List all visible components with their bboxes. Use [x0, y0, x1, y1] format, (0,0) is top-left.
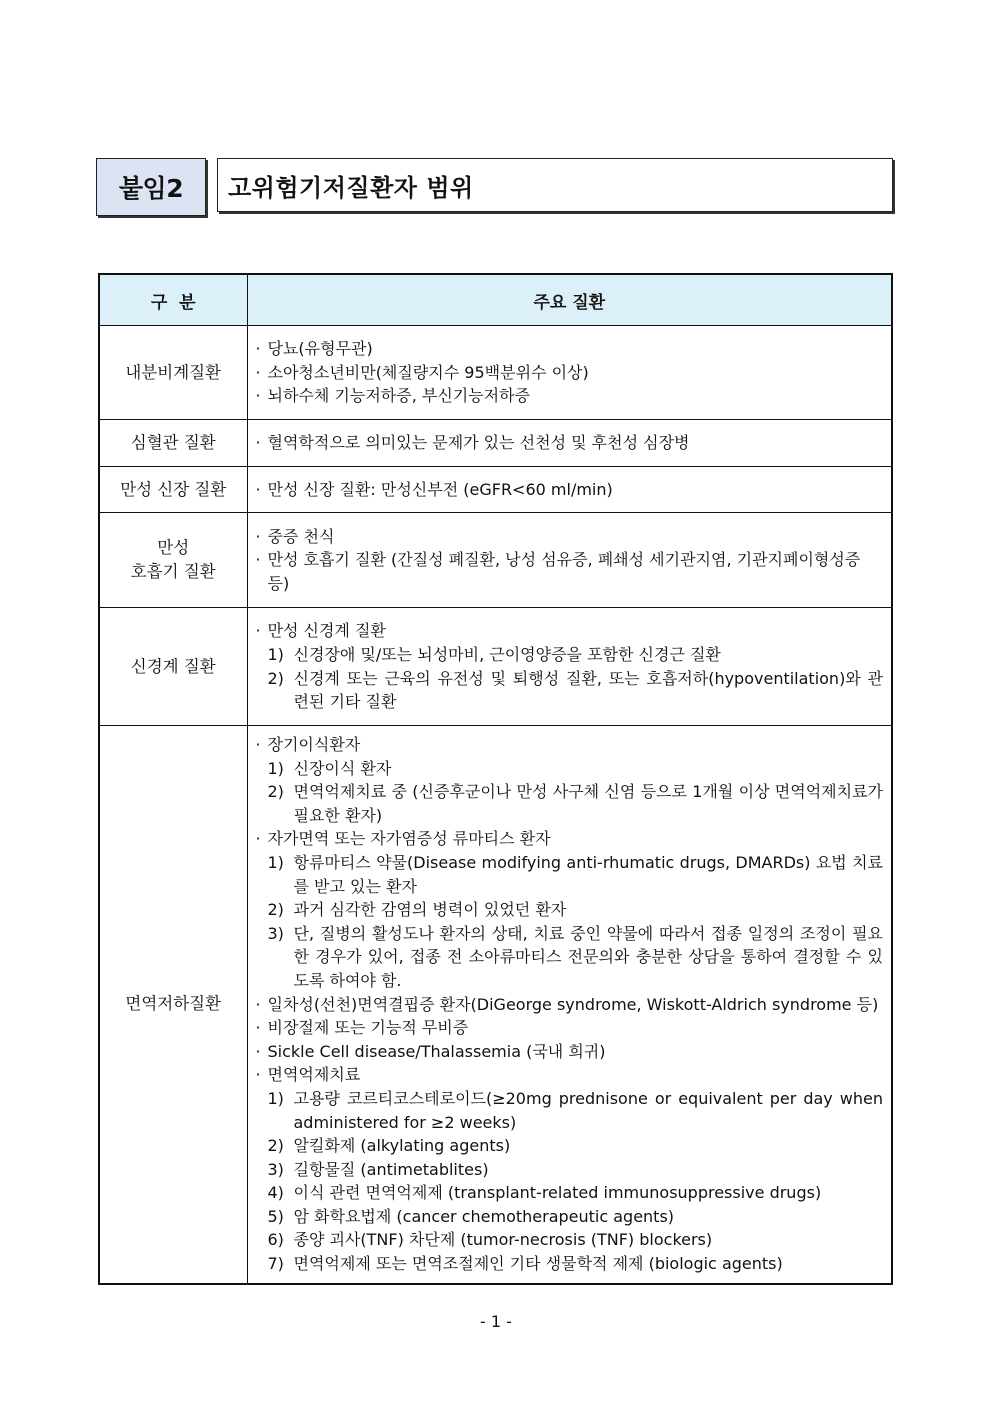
bullet-item	[256, 1040, 884, 1064]
category-cell: 신경계 질환	[99, 608, 247, 726]
disease-list-cell	[247, 608, 892, 726]
bullet-item	[256, 337, 884, 361]
numbered-item	[256, 1252, 884, 1276]
item-text: 면역억제치료 중 (신증후군이나 만성 사구체 신염 등으로 1개월 이상 면역억제치료가 필요한 환자)	[293, 782, 883, 825]
attachment-tag: 붙임2	[96, 158, 206, 216]
table-row	[99, 467, 892, 513]
bullet-item	[256, 1063, 884, 1087]
numbered-item	[256, 1134, 884, 1158]
bullet-item	[256, 478, 884, 502]
numbered-item	[256, 667, 884, 714]
numbered-item	[256, 851, 884, 898]
category-cell: 만성 호흡기 질환	[99, 513, 247, 608]
numbered-item	[256, 780, 884, 827]
item-number: 1)	[267, 1088, 284, 1108]
item-number: 2)	[267, 1136, 284, 1156]
disease-list-cell	[247, 467, 892, 513]
bullet-item	[256, 733, 884, 757]
item-text: 이식 관련 면역억제제 (transplant-related immunosuppressive drugs)	[293, 1183, 822, 1203]
item-text: 뇌하수체 기능저하증, 부신기능저하증	[267, 386, 531, 406]
table-row	[99, 420, 892, 467]
disease-list-cell	[247, 726, 892, 1284]
table-row	[99, 326, 892, 420]
item-number: 6)	[267, 1230, 284, 1250]
table-body	[99, 326, 892, 1284]
bullet-item	[256, 1016, 884, 1040]
disease-list-cell	[247, 326, 892, 420]
disease-list-cell	[247, 420, 892, 467]
item-text: 고용량 코르티코스테로이드(≥20mg prednisone or equivalent per day when administered for ≥2 weeks)	[293, 1088, 883, 1132]
category-cell: 면역저하질환	[99, 726, 247, 1284]
numbered-item	[256, 1087, 884, 1134]
numbered-item	[256, 1181, 884, 1205]
item-text: 만성 신장 질환: 만성신부전 (eGFR<60 ml/min)	[267, 479, 613, 499]
item-number: 4)	[267, 1183, 284, 1203]
item-text: 만성 호흡기 질환 (간질성 폐질환, 낭성 섬유증, 폐쇄성 세기관지염, 기관지폐이형성증 등)	[267, 550, 861, 593]
disease-list-cell	[247, 513, 892, 608]
item-text: 당뇨(유형무관)	[267, 339, 373, 359]
item-text: 자가면역 또는 자가염증성 류마티스 환자	[267, 829, 551, 849]
table-row	[99, 513, 892, 608]
item-number: 3)	[267, 1159, 284, 1179]
item-text: 항류마티스 약물(Disease modifying anti-rhumatic drugs, DMARDs) 요법 치료를 받고 있는 환자	[293, 852, 883, 896]
page-number: - 1 -	[480, 1312, 512, 1331]
item-text: 소아청소년비만(체질량지수 95백분위수 이상)	[267, 362, 589, 382]
item-number: 1)	[267, 758, 284, 778]
item-text: 신경계 또는 근육의 유전성 및 퇴행성 질환, 또는 호흡저하(hypoventilation)와 관련된 기타 질환	[293, 668, 883, 712]
category-cell: 만성 신장 질환	[99, 467, 247, 513]
table-header-row	[99, 274, 892, 326]
item-number: 7)	[267, 1254, 284, 1274]
item-text: 면역억제치료	[267, 1065, 361, 1085]
item-text: Sickle Cell disease/Thalassemia (국내 희귀)	[267, 1041, 606, 1061]
item-number: 2)	[267, 782, 284, 802]
column-header-diseases: 주요 질환	[247, 274, 892, 326]
item-text: 혈역학적으로 의미있는 문제가 있는 선천성 및 후천성 심장병	[267, 433, 690, 453]
item-text: 신장이식 환자	[293, 758, 392, 778]
title-row	[96, 158, 897, 216]
item-text: 일차성(선천)면역결핍증 환자(DiGeorge syndrome, Wiskott-Aldrich syndrome 등)	[267, 994, 879, 1014]
item-number: 1)	[267, 644, 284, 664]
item-number: 2)	[267, 668, 284, 688]
item-text: 종양 괴사(TNF) 차단제 (tumor-necrosis (TNF) blockers)	[293, 1230, 713, 1250]
disease-table	[98, 273, 893, 1285]
item-text: 장기이식환자	[267, 735, 361, 754]
numbered-item	[256, 1205, 884, 1229]
item-text: 단, 질병의 활성도나 환자의 상태, 치료 중인 약물에 따라서 접종 일정의 조정이 필요한 경우가 있어, 접종 전 소아류마티스 전문의와 충분한 상담을 통하여 결정할 수 있도록 하여야 함.	[293, 923, 883, 990]
item-text: 신경장애 및/또는 뇌성마비, 근이영양증을 포함한 신경근 질환	[293, 644, 721, 664]
category-cell: 심혈관 질환	[99, 420, 247, 467]
item-text: 암 화학요법제 (cancer chemotherapeutic agents)	[293, 1206, 675, 1226]
item-number: 3)	[267, 923, 284, 943]
numbered-item	[256, 1158, 884, 1182]
item-number: 2)	[267, 900, 284, 920]
category-cell: 내분비계질환	[99, 326, 247, 420]
item-text: 길항물질 (antimetablites)	[293, 1159, 489, 1179]
bullet-item	[256, 827, 884, 851]
bullet-item	[256, 993, 884, 1017]
item-text: 만성 신경계 질환	[267, 621, 386, 641]
item-text: 과거 심각한 감염의 병력이 있었던 환자	[293, 900, 567, 920]
numbered-item	[256, 922, 884, 993]
table-row	[99, 608, 892, 726]
table-row	[99, 726, 892, 1284]
page-title: 고위험기저질환자 범위	[217, 158, 893, 212]
numbered-item	[256, 757, 884, 781]
column-header-category: 구 분	[99, 274, 247, 326]
item-number: 5)	[267, 1206, 284, 1226]
bullet-item	[256, 548, 884, 595]
item-text: 중증 천식	[267, 526, 335, 546]
numbered-item	[256, 643, 884, 667]
bullet-item	[256, 525, 884, 549]
item-number: 1)	[267, 852, 284, 872]
bullet-item	[256, 431, 884, 455]
numbered-item	[256, 898, 884, 922]
item-text: 면역억제제 또는 면역조절제인 기타 생물학적 제제 (biologic agents)	[293, 1254, 783, 1274]
item-text: 알킬화제 (alkylating agents)	[293, 1136, 511, 1156]
bullet-item	[256, 384, 884, 408]
bullet-item	[256, 619, 884, 643]
bullet-item	[256, 361, 884, 385]
numbered-item	[256, 1228, 884, 1252]
item-text: 비장절제 또는 기능적 무비증	[267, 1018, 469, 1038]
